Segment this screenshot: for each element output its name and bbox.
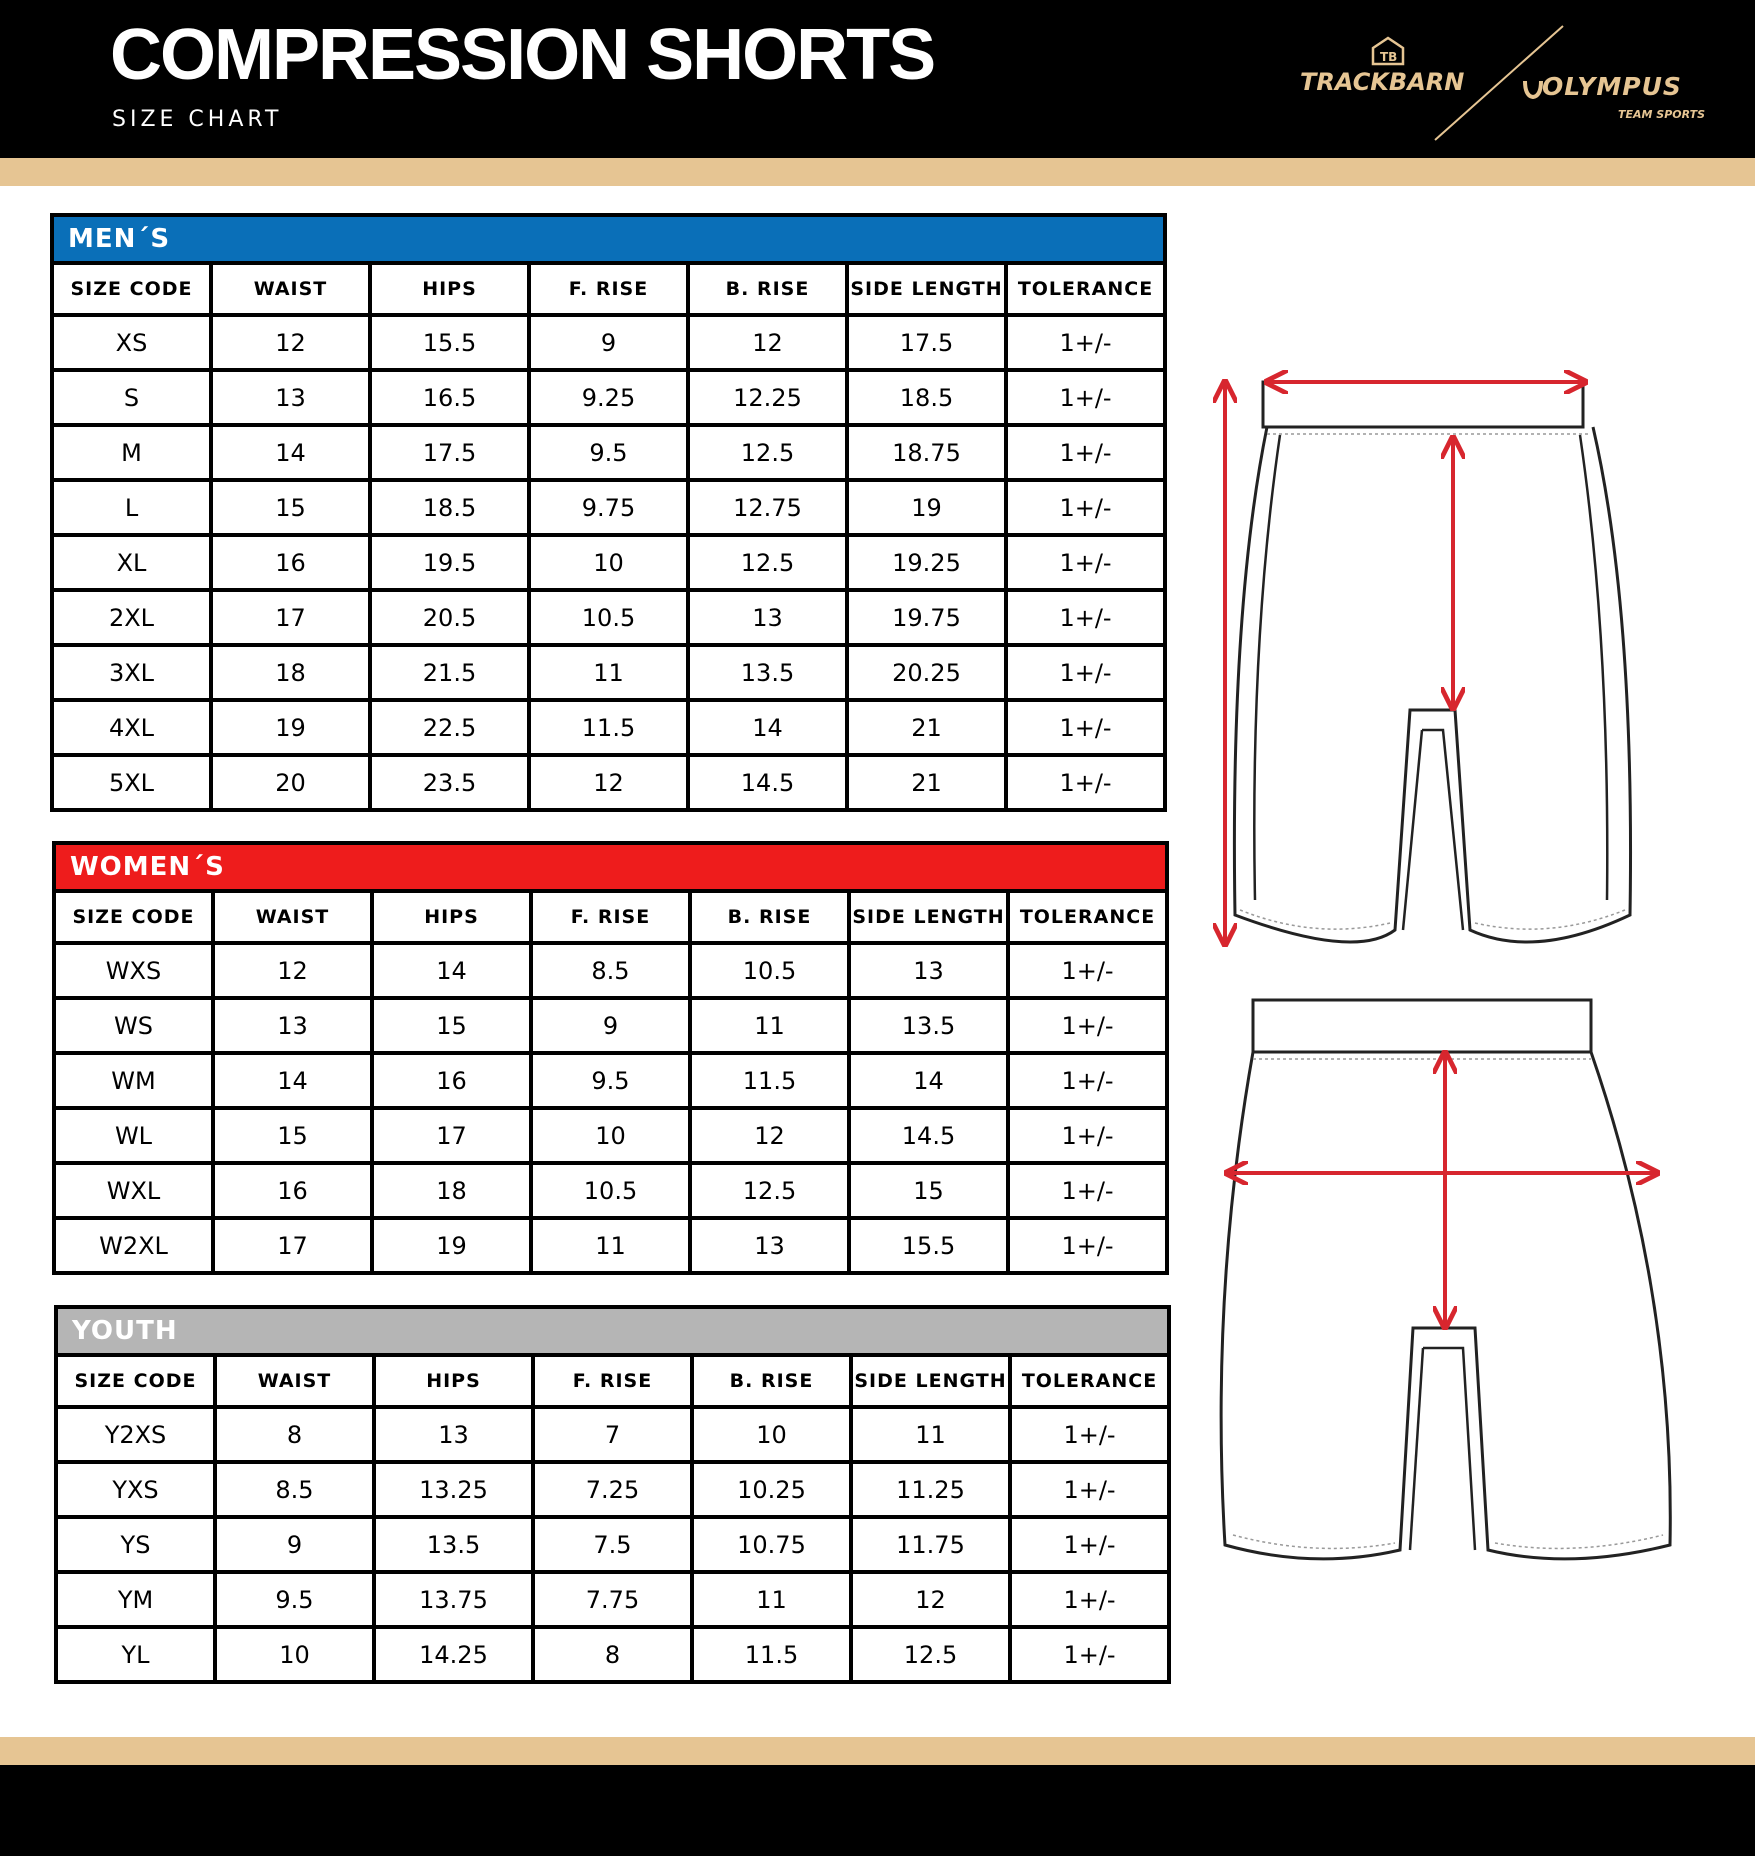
trackbarn-logo: TRACKBARN [1300,68,1465,96]
youth-table-cell: 13.75 [376,1574,531,1625]
youth-table-cell: 10 [217,1629,372,1680]
mens-column-header: HIPS [372,265,527,313]
mens-table-cell: 12.25 [690,372,845,423]
youth-table-cell: 10.75 [694,1519,849,1570]
womens-table-cell: 11 [533,1220,688,1271]
mens-table-cell: 19 [213,702,368,753]
youth-table-cell: 12 [853,1574,1008,1625]
page-title: COMPRESSION SHORTS [110,15,935,95]
youth-table-cell: 8 [217,1409,372,1460]
mens-table-cell: M [54,427,209,478]
womens-table-cell: 13.5 [851,1000,1006,1051]
youth-table-cell: 7 [535,1409,690,1460]
youth-table-cell: 11.25 [853,1464,1008,1515]
youth-table-cell: 1+/- [1012,1519,1167,1570]
mens-table-cell: 9.75 [531,482,686,533]
womens-table-cell: 16 [215,1165,370,1216]
youth-table-cell: 8 [535,1629,690,1680]
womens-column-header: WAIST [215,893,370,941]
mens-table-cell: 17.5 [372,427,527,478]
mens-table-cell: 16 [213,537,368,588]
mens-table-cell: 18.5 [849,372,1004,423]
mens-table-cell: 13 [213,372,368,423]
mens-table-cell: 3XL [54,647,209,698]
trackbarn-barn-icon [1370,36,1406,66]
mens-table-cell: 1+/- [1008,537,1163,588]
youth-table-cell: 1+/- [1012,1574,1167,1625]
womens-table-cell: 15 [215,1110,370,1161]
mens-table-cell: 11 [531,647,686,698]
mens-table-cell: 9.25 [531,372,686,423]
mens-table-cell: 20 [213,757,368,808]
youth-table-grid [58,1353,1167,1680]
youth-table-cell: 7.5 [535,1519,690,1570]
youth-table-cell: 9.5 [217,1574,372,1625]
womens-table-cell: 12 [692,1110,847,1161]
mens-table-cell: 1+/- [1008,592,1163,643]
womens-table-cell: 13 [215,1000,370,1051]
womens-table-cell: WS [56,1000,211,1051]
womens-table-cell: WXS [56,945,211,996]
youth-table-cell: YXS [58,1464,213,1515]
womens-column-header: HIPS [374,893,529,941]
footer-bar [0,1765,1755,1856]
mens-table-cell: 10 [531,537,686,588]
shorts-front-diagram [1205,370,1705,960]
womens-table-cell: 1+/- [1010,1055,1165,1106]
womens-table-cell: 1+/- [1010,1165,1165,1216]
womens-table-cell: 9.5 [533,1055,688,1106]
youth-table-cell: 13 [376,1409,531,1460]
womens-table-cell: 16 [374,1055,529,1106]
youth-column-header: WAIST [217,1357,372,1405]
womens-table-cell: 14 [215,1055,370,1106]
womens-column-header: SIZE CODE [56,893,211,941]
youth-column-header: SIDE LENGTH [853,1357,1008,1405]
womens-table-cell: 13 [692,1220,847,1271]
mens-table-cell: 1+/- [1008,757,1163,808]
youth-table-cell: 10.25 [694,1464,849,1515]
mens-table-cell: 18.5 [372,482,527,533]
mens-table-cell: 14 [690,702,845,753]
mens-table-cell: 14.5 [690,757,845,808]
mens-column-header: B. RISE [690,265,845,313]
womens-table-cell: 11 [692,1000,847,1051]
womens-table-cell: 8.5 [533,945,688,996]
womens-table-cell: 15.5 [851,1220,1006,1271]
womens-table-cell: 1+/- [1010,945,1165,996]
mens-table-cell: 12 [531,757,686,808]
mens-table-cell: 17 [213,592,368,643]
mens-table-cell: 20.25 [849,647,1004,698]
youth-table-cell: 8.5 [217,1464,372,1515]
mens-table-cell: XL [54,537,209,588]
mens-table-cell: 16.5 [372,372,527,423]
womens-table-cell: 14.5 [851,1110,1006,1161]
womens-table-cell: 12 [215,945,370,996]
youth-table-cell: 11 [853,1409,1008,1460]
mens-table-cell: 20.5 [372,592,527,643]
header-bar [0,0,1755,158]
womens-column-header: SIDE LENGTH [851,893,1006,941]
mens-table-cell: S [54,372,209,423]
womens-size-table [52,841,1169,1275]
youth-table-cell: 1+/- [1012,1629,1167,1680]
mens-table-cell: 14 [213,427,368,478]
mens-table-cell: 19.25 [849,537,1004,588]
mens-table-cell: 21 [849,702,1004,753]
youth-table-cell: 10 [694,1409,849,1460]
mens-table-cell: 13.5 [690,647,845,698]
womens-column-header: F. RISE [533,893,688,941]
mens-size-table [50,213,1167,812]
mens-table-cell: 21.5 [372,647,527,698]
youth-column-header: SIZE CODE [58,1357,213,1405]
mens-table-cell: 17.5 [849,317,1004,368]
mens-table-cell: 2XL [54,592,209,643]
mens-table-cell: 1+/- [1008,482,1163,533]
womens-table-cell: 17 [215,1220,370,1271]
youth-table-cell: 7.75 [535,1574,690,1625]
olympus-laurel-icon [1522,78,1544,100]
olympus-logo: OLYMPUS [1542,72,1682,101]
mens-column-header: SIZE CODE [54,265,209,313]
youth-table-cell: YM [58,1574,213,1625]
mens-table-cell: 12.5 [690,427,845,478]
mens-column-header: F. RISE [531,265,686,313]
accent-band-top [0,158,1755,186]
womens-table-cell: 15 [374,1000,529,1051]
mens-table-cell: 11.5 [531,702,686,753]
mens-column-header: TOLERANCE [1008,265,1163,313]
youth-column-header: HIPS [376,1357,531,1405]
youth-column-header: F. RISE [535,1357,690,1405]
mens-table-cell: 21 [849,757,1004,808]
youth-table-cell: 11.5 [694,1629,849,1680]
womens-table-cell: 11.5 [692,1055,847,1106]
womens-table-cell: 14 [851,1055,1006,1106]
youth-table-cell: 1+/- [1012,1464,1167,1515]
mens-table-cell: 18.75 [849,427,1004,478]
youth-table-cell: 13.5 [376,1519,531,1570]
mens-table-cell: 15.5 [372,317,527,368]
womens-table-cell: 1+/- [1010,1220,1165,1271]
mens-table-cell: L [54,482,209,533]
mens-table-cell: 19.5 [372,537,527,588]
mens-table-cell: 1+/- [1008,372,1163,423]
shorts-back-diagram [1205,995,1705,1585]
womens-table-cell: 1+/- [1010,1000,1165,1051]
mens-table-cell: 4XL [54,702,209,753]
mens-table-cell: 12 [213,317,368,368]
mens-table-cell: 1+/- [1008,647,1163,698]
womens-table-cell: W2XL [56,1220,211,1271]
womens-table-cell: 9 [533,1000,688,1051]
mens-table-cell: 12 [690,317,845,368]
womens-table-cell: 15 [851,1165,1006,1216]
womens-table-cell: 12.5 [692,1165,847,1216]
womens-table-cell: 13 [851,945,1006,996]
trackbarn-mark: TB [1380,50,1398,64]
front-shorts-outline [1234,382,1630,942]
mens-table-cell: 15 [213,482,368,533]
youth-table-cell: 12.5 [853,1629,1008,1680]
mens-table-cell: 12.75 [690,482,845,533]
mens-table-cell: 13 [690,592,845,643]
youth-table-cell: Y2XS [58,1409,213,1460]
youth-table-header: YOUTH [58,1309,1167,1353]
mens-table-cell: XS [54,317,209,368]
youth-table-cell: 14.25 [376,1629,531,1680]
mens-table-cell: 1+/- [1008,317,1163,368]
mens-table-cell: 5XL [54,757,209,808]
womens-table-cell: 1+/- [1010,1110,1165,1161]
womens-table-grid [56,889,1165,1271]
youth-table-cell: 1+/- [1012,1409,1167,1460]
youth-table-cell: 7.25 [535,1464,690,1515]
accent-band-bottom [0,1737,1755,1765]
youth-table-cell: 11 [694,1574,849,1625]
womens-table-cell: WL [56,1110,211,1161]
youth-table-cell: 9 [217,1519,372,1570]
womens-table-cell: 17 [374,1110,529,1161]
womens-table-cell: 14 [374,945,529,996]
mens-table-cell: 23.5 [372,757,527,808]
mens-table-cell: 10.5 [531,592,686,643]
mens-table-cell: 19.75 [849,592,1004,643]
youth-table-cell: YL [58,1629,213,1680]
womens-table-header: WOMEN´S [56,845,1165,889]
womens-table-cell: WM [56,1055,211,1106]
mens-table-cell: 1+/- [1008,427,1163,478]
youth-table-cell: 11.75 [853,1519,1008,1570]
olympus-tagline: TEAM SPORTS [1618,108,1706,121]
youth-table-cell: YS [58,1519,213,1570]
youth-table-cell: 13.25 [376,1464,531,1515]
mens-table-cell: 9 [531,317,686,368]
mens-table-cell: 1+/- [1008,702,1163,753]
youth-size-table [54,1305,1171,1684]
womens-table-cell: WXL [56,1165,211,1216]
mens-table-cell: 9.5 [531,427,686,478]
mens-table-cell: 12.5 [690,537,845,588]
mens-table-cell: 18 [213,647,368,698]
mens-table-cell: 22.5 [372,702,527,753]
mens-table-grid [54,261,1163,808]
mens-table-cell: 19 [849,482,1004,533]
page-subtitle: SIZE CHART [112,107,283,132]
womens-table-cell: 18 [374,1165,529,1216]
womens-table-cell: 10.5 [533,1165,688,1216]
womens-column-header: TOLERANCE [1010,893,1165,941]
womens-table-cell: 10.5 [692,945,847,996]
mens-column-header: SIDE LENGTH [849,265,1004,313]
womens-table-cell: 10 [533,1110,688,1161]
mens-table-header: MEN´S [54,217,1163,261]
mens-column-header: WAIST [213,265,368,313]
womens-table-cell: 19 [374,1220,529,1271]
womens-column-header: B. RISE [692,893,847,941]
youth-column-header: TOLERANCE [1012,1357,1167,1405]
youth-column-header: B. RISE [694,1357,849,1405]
